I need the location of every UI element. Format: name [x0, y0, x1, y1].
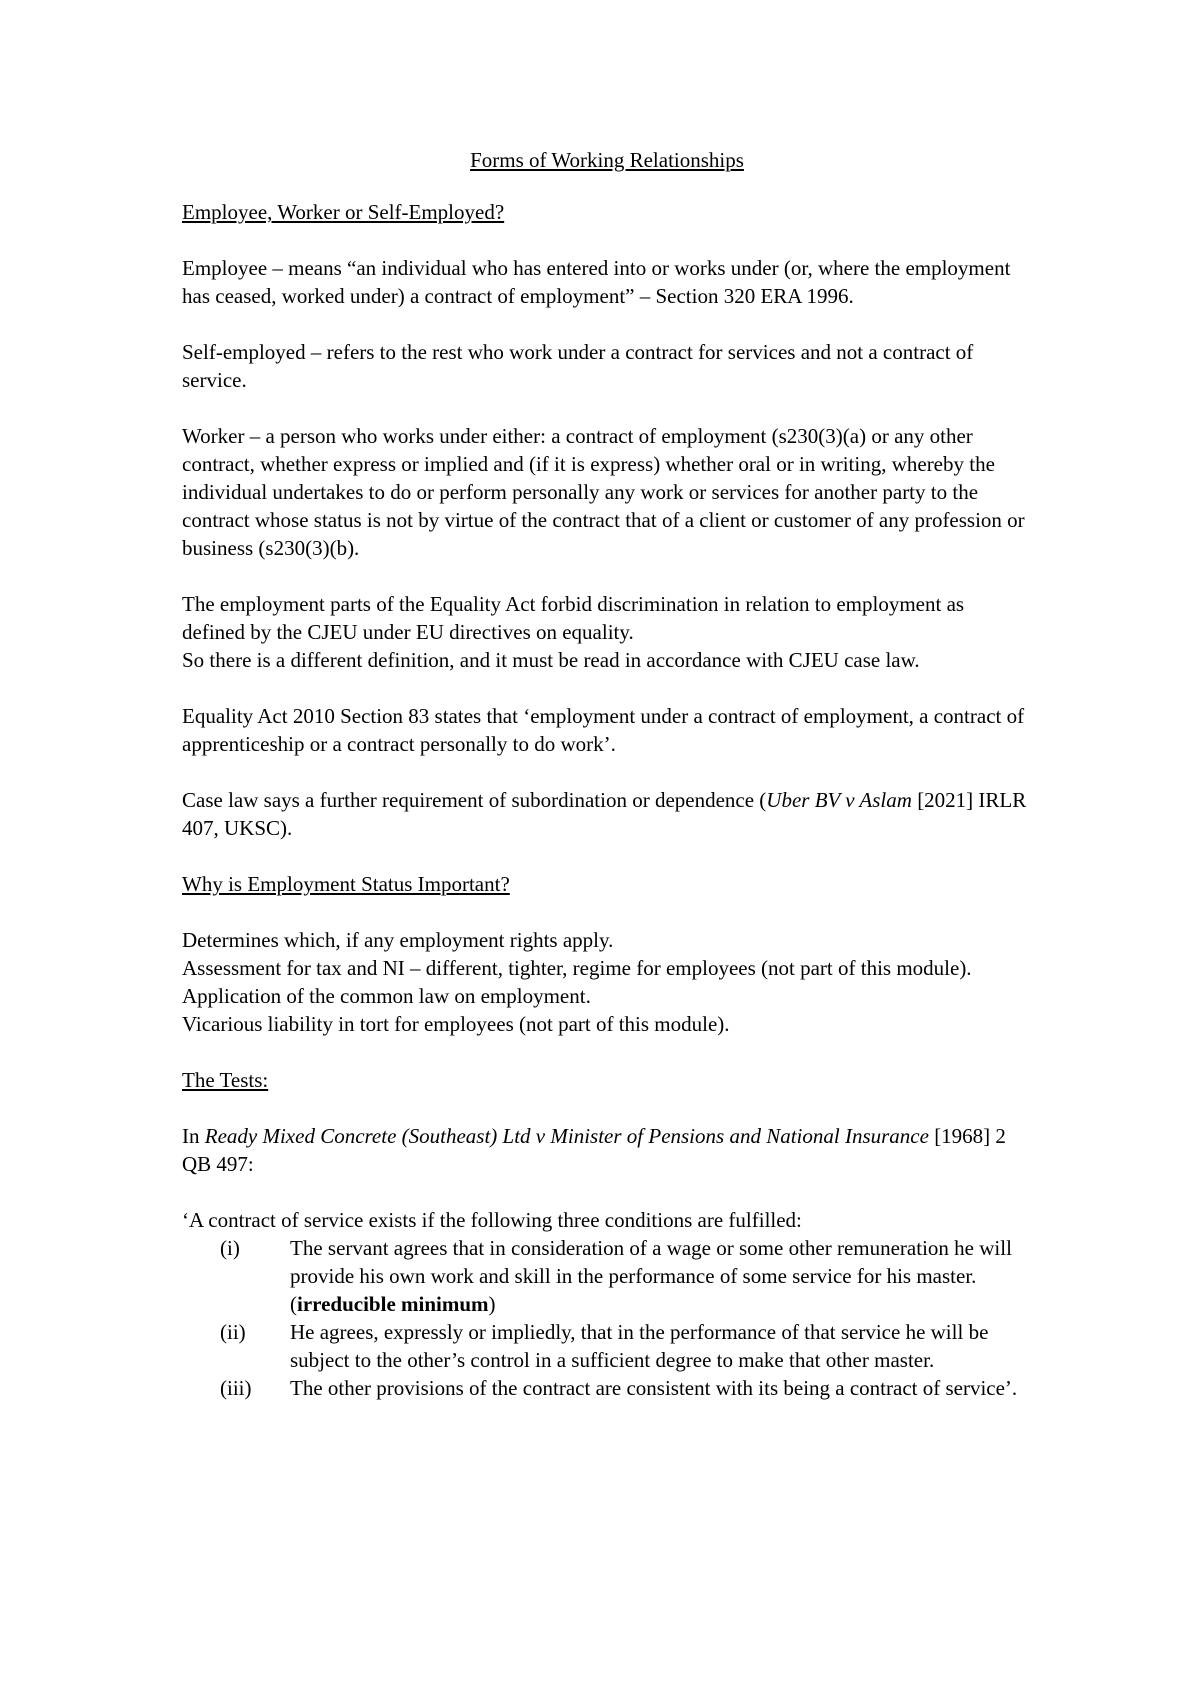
importance-list [182, 926, 1032, 1038]
importance-line: Assessment for tax and NI – different, tighter, regime for employees (not part of this module). [182, 956, 972, 980]
condition-bold: irreducible minimum [297, 1292, 489, 1316]
case-law-text-after: [2021] IRLR 407, UKSC). [182, 788, 1027, 840]
condition-item [182, 1318, 1032, 1374]
condition-number: (iii) [220, 1376, 252, 1400]
section-heading-tests: The Tests: [182, 1068, 269, 1092]
condition-number: (i) [220, 1236, 240, 1260]
equality-act-section-83: Equality Act 2010 Section 83 states that ‘employment under a contract of employment, a contract of apprenticeship or a contract personally to do work’. [182, 704, 1025, 756]
importance-line: Determines which, if any employment rights apply. [182, 928, 614, 952]
case-law-text-before: Case law says a further requirement of subordination or dependence ( [182, 788, 767, 812]
condition-text: He agrees, expressly or impliedly, that in the performance of that service he will be subject to the other’s control in a sufficient degree to make that other master. [290, 1320, 989, 1372]
equality-line-1: The employment parts of the Equality Act forbid discrimination in relation to employment as defined by the CJEU under EU directives on equality. [182, 592, 965, 644]
condition-body: The servant agrees that in consideration of a wage or some other remuneration he will provide his own work and skill in the performance of some service for his master. ( [290, 1236, 1012, 1316]
conditions-list [182, 1234, 1032, 1402]
importance-line: Application of the common law on employment. [182, 984, 591, 1008]
document-title: Forms of Working Relationships [470, 148, 744, 172]
equality-act-paragraph [182, 590, 1032, 674]
equality-line-2: So there is a different definition, and it must be read in accordance with CJEU case law. [182, 648, 920, 672]
condition-number: (ii) [220, 1320, 246, 1344]
worker-definition: Worker – a person who works under either: a contract of employment (s230(3)(a) or any other contract, whether express or implied and (if it is express) whether oral or in writing, whereby the individual undertakes to do or perform personally any work or services for another party to the contract whose status is not by virtue of the contract that of a client or customer of any profession or business (s230(3)(b). [182, 424, 1025, 560]
section-heading-status: Employee, Worker or Self-Employed? [182, 200, 505, 224]
condition-item [182, 1374, 1032, 1402]
intro-text-after: [1968] 2 QB 497: [182, 1124, 1006, 1176]
condition-text [290, 1234, 1032, 1318]
section-heading-importance: Why is Employment Status Important? [182, 872, 510, 896]
self-employed-definition: Self-employed – refers to the rest who work under a contract for services and not a contract of service. [182, 340, 974, 392]
case-law-paragraph [182, 786, 1032, 842]
quote-intro: ‘A contract of service exists if the following three conditions are fulfilled: [182, 1208, 802, 1232]
condition-item [182, 1234, 1032, 1318]
condition-after: ) [488, 1292, 496, 1316]
document-body [182, 146, 1032, 1402]
intro-text-before: In [182, 1124, 205, 1148]
employee-definition: Employee – means “an individual who has entered into or works under (or, where the employment has ceased, worked under) a contract of employment” – Section 320 ERA 1996. [182, 256, 1011, 308]
importance-line: Vicarious liability in tort for employees (not part of this module). [182, 1012, 730, 1036]
condition-text: The other provisions of the contract are consistent with its being a contract of service’. [290, 1376, 1018, 1400]
case-name-ready-mixed: Ready Mixed Concrete (Southeast) Ltd v Minister of Pensions and National Insurance [204, 1124, 929, 1148]
ready-mixed-intro [182, 1122, 1032, 1178]
case-name-uber: Uber BV v Aslam [766, 788, 912, 812]
